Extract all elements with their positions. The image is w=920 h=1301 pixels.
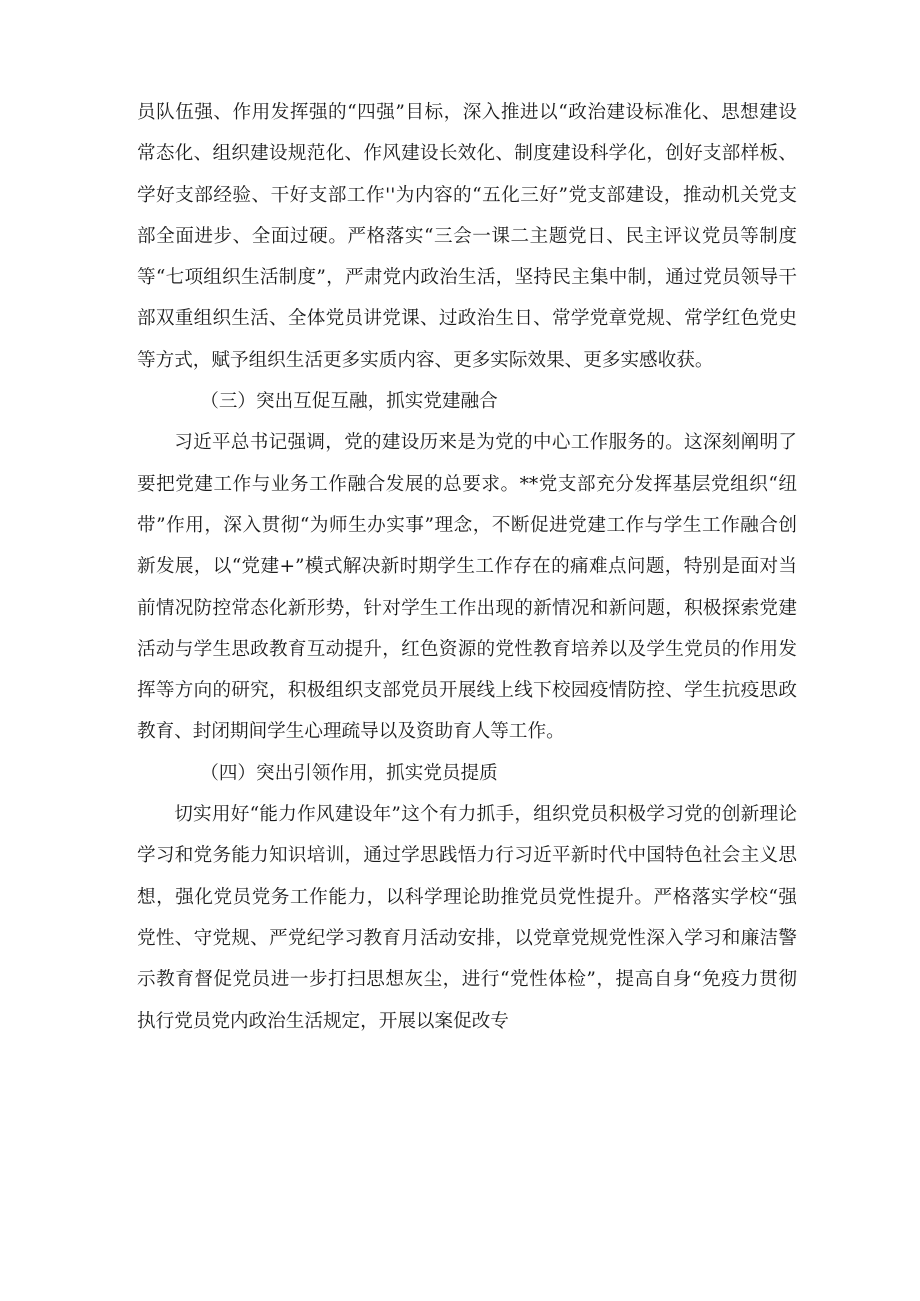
paragraph-party-integration: 习近平总书记强调，党的建设历来是为党的中心工作服务的。这深刻阐明了要把党建工作与业务工作融合发展的总要求。**党支部充分发挥基层党组织“纽带”作用，深入贯彻“为师生办实事”理念，不断促进党建工作与学生工作融合创新发展，以“党建+”模式解决新时期学生工作存在的痛难点问题，特别是面对当前情况防控常态化新形势，针对学生工作出现的新情况和新问题，积极探索党建活动与学生思政教育互动提升，红色资源的党性教育培养以及学生党员的作用发挥等方向的研究，积极组织支部党员开展线上线下校园疫情防控、学生抗疫思政教育、封闭期间学生心理疏导以及资助育人等工作。 bbox=[137, 432, 797, 743]
paragraph-party-branch-building: 员队伍强、作用发挥强的“四强”目标，深入推进以“政治建设标准化、思想建设常态化、组织建设规范化、作风建设长效化、制度建设科学化，创好支部样板、学好支部经验、干好支部工作''为内容的“五化三好”党支部建设，推动机关党支部全面进步、全面过硬。严格落实“三会一课二主题党日、民主评议党员等制度等“七项组织生活制度”，严肃党内政治生活，坚持民主集中制，通过党员领导干部双重组织生活、全体党员讲党课、过政治生日、常学党章党规、常学红色党史等方式，赋予组织生活更多实质内容、更多实际效果、更多实感收获。 bbox=[137, 102, 797, 371]
section-heading-3: （三）突出互促互融，抓实党建融合 bbox=[200, 391, 498, 413]
section-heading-4: （四）突出引领作用，抓实党员提质 bbox=[200, 762, 498, 784]
paragraph-party-member-quality: 切实用好“能力作风建设年”这个有力抓手，组织党员积极学习党的创新理论学习和党务能力知识培训，通过学思践悟力行习近平新时代中国特色社会主义思想，强化党员党务工作能力，以科学理论助推党员党性提升。严格落实学校“强党性、守党规、严党纪学习教育月活动安排，以党章党规党性深入学习和廉洁警示教育督促党员进一步打扫思想灰尘，进行“党性体检”，提高自身“免疫力贯彻执行党员党内政治生活规定，开展以案促改专 bbox=[137, 804, 797, 1032]
document-body bbox=[137, 92, 797, 1042]
